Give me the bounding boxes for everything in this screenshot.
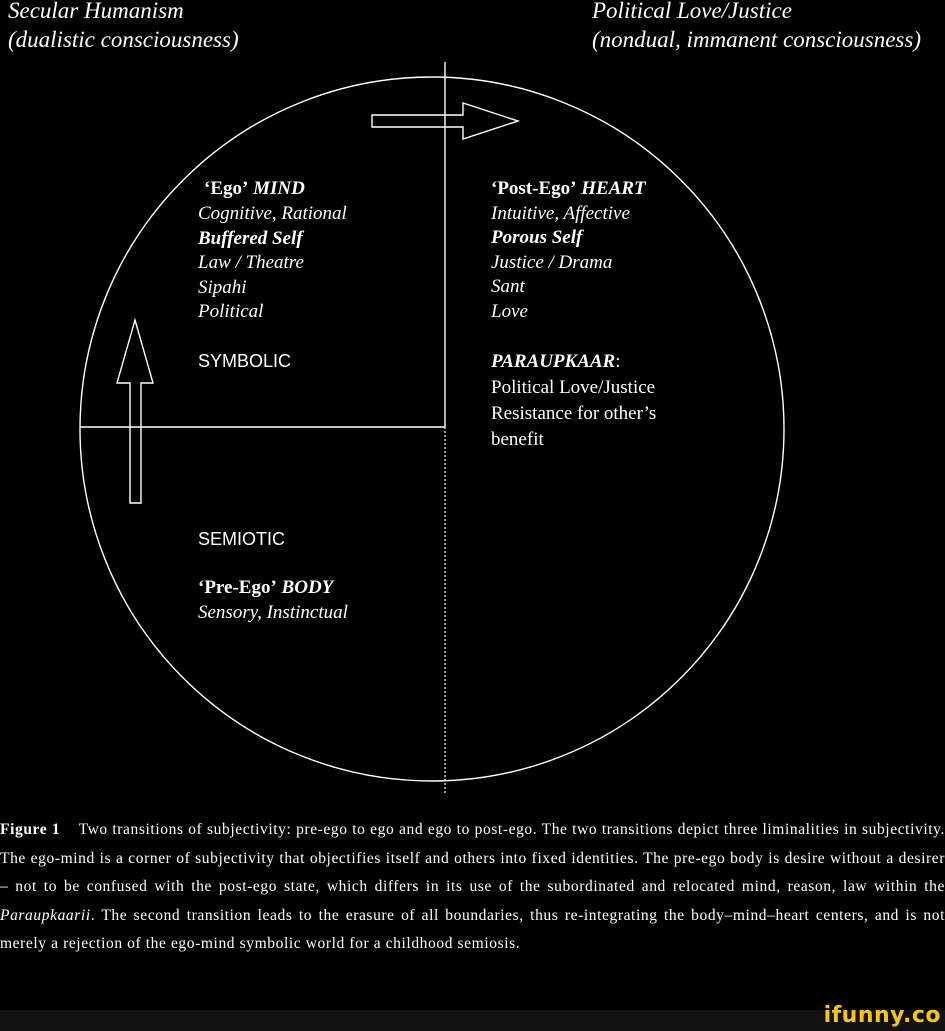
pre-ego-quadrant	[198, 576, 348, 625]
post-ego-line-4: Sant	[491, 276, 525, 297]
paraupkaar-line-2: Resistance for other’s	[491, 403, 657, 424]
post-ego-line-2: Porous Self	[491, 227, 583, 248]
paraupkaar-title: PARAUPKAAR:	[491, 351, 621, 372]
subjectivity-circle	[80, 77, 784, 781]
footer-bar	[0, 1010, 945, 1031]
semiotic-label: SEMIOTIC	[198, 529, 286, 549]
ego-lines	[198, 202, 347, 325]
ego-line-1: Cognitive, Rational	[198, 203, 347, 224]
caption-text-b: . The second transition leads to the erasure of all boundaries, thus re-integrating the body–mind–heart centers, and is not merely a rejection of the ego-mind symbolic world for a childhood semiosis.	[0, 906, 945, 952]
ego-line-5: Political	[198, 301, 264, 322]
post-ego-quadrant	[491, 177, 646, 324]
left-header-subtitle: (dualistic consciousness)	[8, 27, 239, 52]
caption-italic-term: Paraupkaarii	[0, 906, 91, 924]
pre-ego-title: ‘Pre-Ego’ BODY	[198, 577, 334, 598]
symbolic-label: SYMBOLIC	[198, 351, 292, 371]
figure-label: Figure 1	[0, 821, 61, 838]
ego-line-2: Buffered Self	[198, 227, 303, 249]
post-ego-line-3: Justice / Drama	[491, 251, 613, 273]
pre-ego-subtitle: Sensory, Instinctual	[198, 601, 348, 623]
paraupkaar-block	[491, 349, 656, 453]
watermark-logo: ifunny.co	[823, 1003, 941, 1028]
ego-title: ‘Ego’ MIND	[204, 178, 305, 199]
post-ego-line-5: Love	[491, 300, 528, 322]
ego-line-4: Sipahi	[198, 276, 247, 298]
paraupkaar-line-3: benefit	[491, 429, 544, 450]
right-header-title: Political Love/Justice	[592, 0, 792, 23]
post-ego-line-1: Intuitive, Affective	[491, 202, 630, 224]
right-header-subtitle: (nondual, immanent consciousness)	[592, 27, 921, 52]
left-header-title: Secular Humanism	[8, 0, 184, 23]
up-arrow-icon	[117, 320, 153, 503]
ego-quadrant	[204, 177, 305, 202]
caption-text-a: Two transitions of subjectivity: pre-ego to ego and ego to post-ego. The two transitions depict three liminalities in subjectivity. The ego-mind is a corner of subjectivity that objectifies itself and others into fixed identities. The pre-ego body is desire without a desirer – not to be confused with the post-ego state, which differs in its use of the subordinated and relocated mind, reason, law within the	[0, 821, 945, 895]
paraupkaar-line-1: Political Love/Justice	[491, 377, 656, 398]
ego-line-3: Law / Theatre	[198, 252, 304, 273]
post-ego-title: ‘Post-Ego’ HEART	[491, 178, 646, 199]
figure-caption	[0, 816, 945, 959]
